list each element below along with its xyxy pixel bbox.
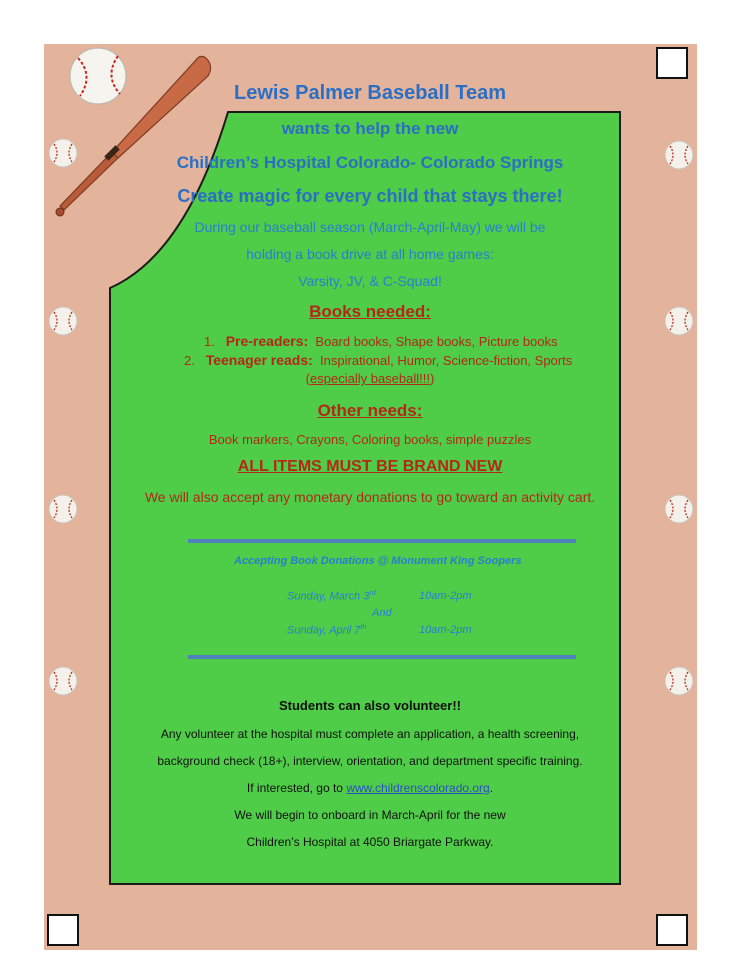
date-text: Sunday, March 3	[287, 590, 370, 603]
intro-line-1: During our baseball season (March-April-May) we will be	[194, 219, 546, 235]
subtitle-line: wants to help the new	[281, 119, 459, 138]
volunteer-heading: Students can also volunteer!!	[278, 698, 462, 713]
and-text: And	[372, 607, 392, 619]
date-suffix: th	[360, 624, 367, 631]
date-suffix: rd	[369, 590, 376, 597]
volunteer-line-4: We will begin to onboard in March-April for the new	[234, 808, 506, 822]
monetary-line: We will also accept any monetary donations to go toward an activity cart.	[144, 489, 596, 505]
other-items: Book markers, Crayons, Coloring books, simple puzzles	[208, 432, 532, 447]
baseball-note: especially baseball!!!	[310, 371, 430, 386]
date-text: Sunday, April 7	[287, 624, 361, 637]
volunteer-line-2: background check (18+), interview, orientation, and department specific training.	[157, 754, 583, 768]
period: .	[489, 781, 494, 795]
item-label: Pre-readers:	[225, 333, 309, 349]
paren: )	[429, 371, 435, 386]
donation-date-2	[287, 624, 366, 637]
intro-line-2: holding a book drive at all home games:	[246, 246, 494, 262]
baseball-icon	[665, 307, 693, 335]
donation-time-1: 10am-2pm	[419, 590, 472, 602]
donation-time-2: 10am-2pm	[419, 624, 472, 636]
other-heading: Other needs:	[317, 401, 423, 420]
list-number: 1.	[204, 334, 215, 349]
volunteer-line-3	[110, 781, 630, 795]
item-desc: Inspirational, Humor, Science-fiction, Sports	[320, 353, 573, 368]
item-label: Teenager reads:	[205, 352, 313, 368]
books-item-2	[184, 352, 572, 368]
base-top-right	[656, 47, 688, 79]
base-bottom-right	[656, 914, 688, 946]
baseball-icon	[665, 141, 693, 169]
divider-bottom	[188, 655, 576, 659]
paren: (	[305, 371, 311, 386]
team-title: Lewis Palmer Baseball Team	[234, 82, 506, 104]
website-link[interactable]: www.childrenscolorado.org	[346, 781, 490, 795]
baseball-icon	[49, 307, 77, 335]
magic-line: Create magic for every child that stays there!	[177, 186, 563, 206]
interest-text: If interested, go to	[246, 781, 347, 795]
volunteer-line-1: Any volunteer at the hospital must complete an application, a health screening,	[160, 727, 580, 741]
brand-new-notice: ALL ITEMS MUST BE BRAND NEW	[237, 458, 503, 475]
volunteer-line-5: Children’s Hospital at 4050 Briargate Parkway.	[246, 835, 494, 849]
donations-title: Accepting Book Donations @ Monument King Soopers	[234, 555, 522, 567]
books-item-1	[204, 333, 558, 349]
base-bottom-left	[47, 914, 79, 946]
item-desc: Board books, Shape books, Picture books	[315, 334, 558, 349]
divider-top	[188, 539, 576, 543]
hospital-name: Children’s Hospital Colorado- Colorado Springs	[176, 153, 564, 172]
donation-date-1	[287, 590, 376, 603]
books-note	[110, 371, 630, 386]
baseball-icon	[49, 667, 77, 695]
baseball-icon	[49, 495, 77, 523]
baseball-icon	[665, 667, 693, 695]
list-number: 2.	[184, 353, 195, 368]
baseball-icon	[49, 139, 77, 167]
intro-line-3: Varsity, JV, & C-Squad!	[298, 273, 442, 289]
baseball-icon	[665, 495, 693, 523]
books-heading: Books needed:	[309, 302, 431, 321]
